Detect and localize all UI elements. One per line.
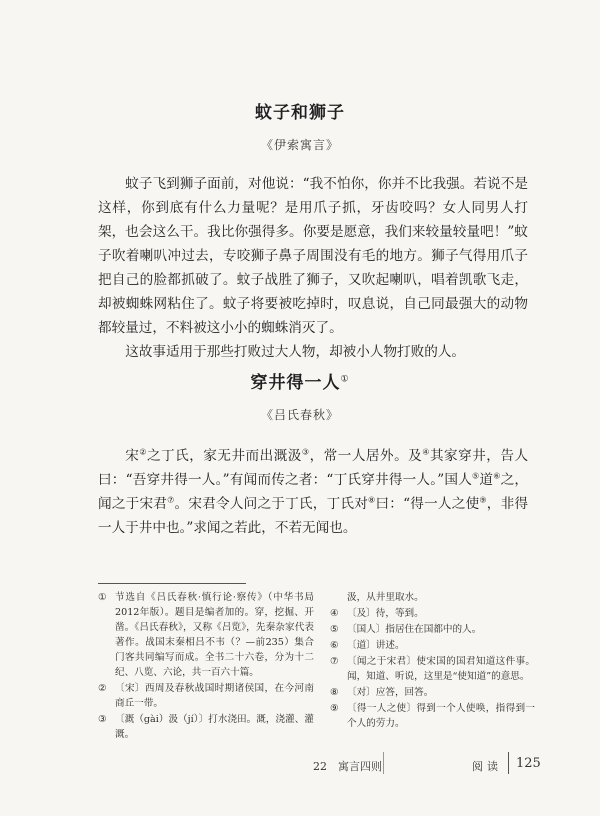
story2-title-text: 穿井得一人: [250, 373, 341, 393]
footnote-text: 〔国人〕指居住在国都中的人。: [347, 624, 482, 635]
footnote-item: [330, 654, 535, 684]
footnote-number: ④: [330, 608, 339, 619]
footnote-number: ⑦: [330, 656, 339, 667]
footnote-text: 汲，从井里取水。: [347, 592, 424, 603]
footnote-text: 节选自《吕氏春秋·慎行论·察传》（中华书局2012年版）。题目是编者加的。穿，挖掘、开凿。《吕氏春秋》，又称《吕览》，先秦杂家代表著作。战国末秦相吕不韦（？—前235）集合门客共同编写而成。全书二十六卷，分为十二纪、八览、六论，共一百六十篇。: [115, 592, 314, 678]
story2-source: 《吕氏春秋》: [260, 408, 339, 422]
footnote-text: 〔对〕应答，回答。: [347, 687, 434, 698]
footnote-marker: ⑦: [167, 495, 175, 505]
footnote-divider: [98, 583, 246, 584]
footnote-marker: ⑨: [479, 495, 487, 505]
footnote-text: 〔及〕待，等到。: [347, 608, 424, 619]
footnote-number: ⑨: [330, 703, 339, 714]
story1-body: [98, 172, 528, 364]
paragraph-text-segment: 道: [479, 472, 494, 488]
footnote-item: [330, 638, 535, 653]
footnote-item: [98, 590, 314, 680]
footnote-item: [330, 701, 535, 731]
paragraph-text-segment: 其家穿井，告人曰：“吾穿井得一人。”有闻而传之者：“丁氏穿井得一人。”国人: [98, 448, 529, 488]
story2-body: [98, 444, 528, 540]
story2-title-note-marker: ①: [340, 374, 350, 385]
footnote-marker: ④: [422, 447, 430, 457]
story1-paragraph-1: 蚊子飞到狮子面前，对他说：“我不怕你，你并不比我强。若说不是这样，你到底有什么力量呢？是用爪子抓，牙齿咬吗？女人同男人打架，也会这么干。我比你强得多。你要是愿意，我们来较量较量吧！”蚊子吹着喇叭冲过去，专咬狮子鼻子周围没有毛的地方。狮子气得用爪子把自己的脸都抓破了。蚊子战胜了狮子，又吹起喇叭，唱着凯歌飞走，却被蜘蛛网粘住了。蚊子将要被吃掉时，叹息说，自己同最强大的动物都较量过，不料被这小小的蜘蛛消灭了。: [98, 176, 528, 336]
footnote-marker: ⑥: [493, 471, 501, 481]
story1-title: [0, 98, 600, 123]
footer-divider: [508, 752, 509, 774]
story2-paragraph: [98, 444, 528, 540]
story1-paragraph-2: 这故事适用于那些打败过大人物，却被小人物打败的人。: [125, 344, 466, 360]
footer-section: 阅读: [472, 760, 502, 773]
page-number: 125: [516, 756, 541, 771]
footer-chapter: 22 寓言四则: [313, 760, 382, 773]
footnote-text: 〔得一人之使〕得到一个人使唤，指得到一个人的劳力。: [347, 703, 535, 729]
paragraph-text-segment: 曰：“得一人之使: [375, 496, 480, 512]
footnote-text: 〔道〕讲述。: [347, 640, 405, 651]
footnote-marker: ⑧: [368, 495, 376, 505]
page-footer: [0, 752, 600, 776]
paragraph-text-segment: 之丁氏，家无井而出溉汲: [146, 448, 302, 464]
footnote-number: ①: [98, 592, 107, 603]
footnote-marker: ③: [301, 447, 310, 457]
footnote-item: [98, 712, 314, 742]
footnote-item: [330, 606, 535, 621]
footnote-number: ⑥: [330, 640, 339, 651]
story1-source: 《伊索寓言》: [260, 138, 339, 152]
footnote-number: ⑤: [330, 624, 339, 635]
footnote-item: [98, 681, 314, 711]
footnote-text: 〔溉（gài）汲（jí）〕打水浇田。溉，浇灌、灌溉。: [115, 714, 314, 740]
footnote-text: 〔宋〕西周及春秋战国时期诸侯国，在今河南商丘一带。: [115, 683, 314, 709]
paragraph-text-segment: ，非得一人于井中也。”求闻之若此，不若无闻也。: [98, 496, 529, 536]
paragraph-text-segment: 。宋君令人问之于丁氏，丁氏对: [174, 496, 369, 512]
paragraph-text-segment: ，常一人居外。及: [309, 448, 423, 464]
paragraph-text-segment: 宋: [125, 448, 140, 464]
footnote-number: ⑧: [330, 687, 339, 698]
footnotes-right-column: [330, 590, 535, 732]
paragraph-text-segment: 之，闻之于宋君: [98, 472, 529, 512]
footnote-number: [330, 590, 347, 605]
footnote-marker: ②: [139, 447, 147, 457]
footnote-item: [330, 590, 535, 605]
footnote-item: [330, 622, 535, 637]
footnotes-left-column: [98, 590, 314, 743]
footnote-number: ②: [98, 683, 107, 694]
footnote-marker: ⑤: [472, 471, 480, 481]
footer-divider: [383, 752, 384, 774]
footnote-number: ③: [98, 714, 107, 725]
story1-title-text: 蚊子和狮子: [255, 103, 345, 123]
footnote-item: [330, 685, 535, 700]
footnote-text: 〔闻之于宋君〕使宋国的国君知道这件事。闻，知道、听说，这里是“使知道”的意思。: [347, 656, 535, 682]
story2-title: [0, 368, 600, 393]
